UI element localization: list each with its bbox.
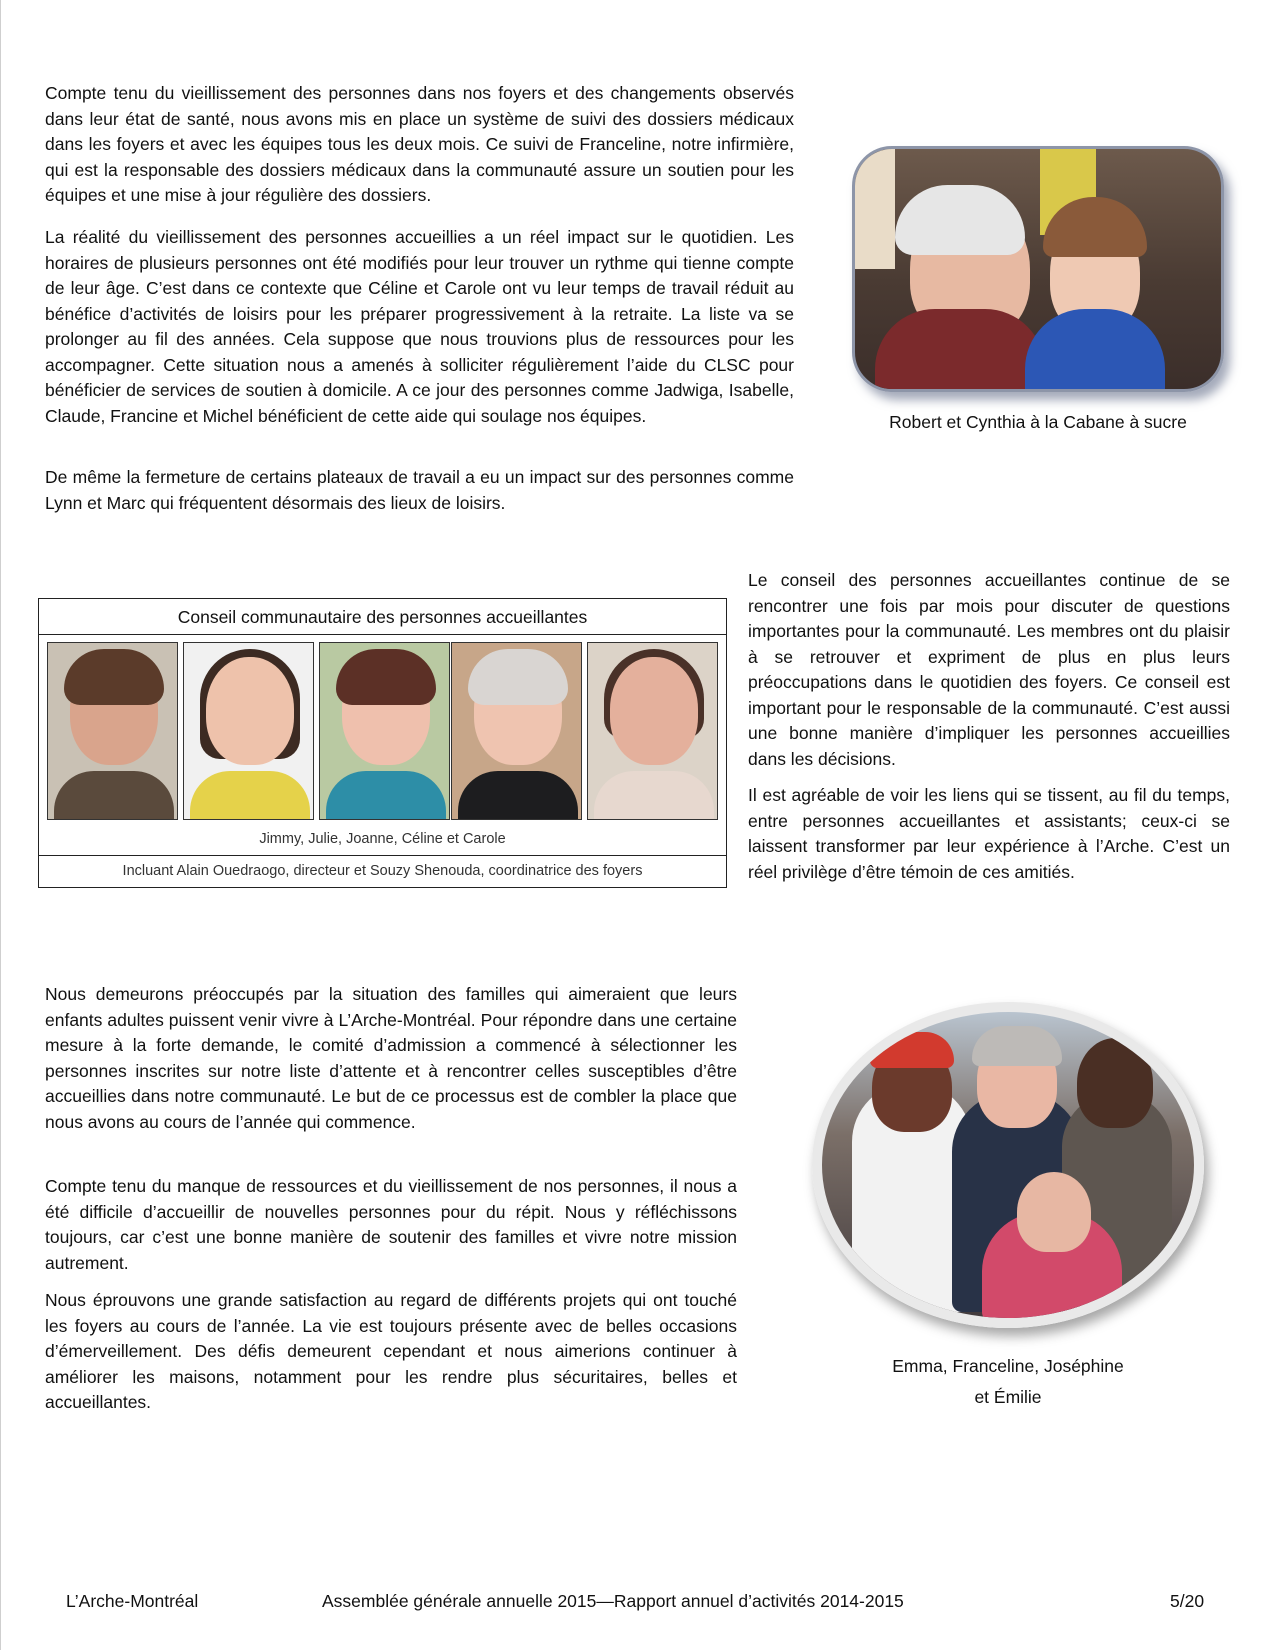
paragraph-aging-impact: La réalité du vieillissement des personnes accueillies a un réel impact sur le quotidien. Les horaires de plusieurs personnes ont été modifiés pour leur trouver un rythme qui tienne compte de leur âge. C’est dans ce contexte que Céline et Carole ont vu leur temps de travail réduit au bénéfice d’activités de loisirs pour les préparer progressivement à la retraite. La liste va se prolonger au fil des années. Cela suppose que nous trouvions plus de ressources pour les accompagner. Cette situation nous a amenés à solliciter régulièrement l’aide du CLSC pour bénéficier de services de soutien à domicile. A ce jour des personnes comme Jadwiga, Isabelle, Claude, Francine et Michel bénéficient de cette aide qui soulage nos équipes. <box>45 227 794 426</box>
photo-caption-robert-cynthia: Robert et Cynthia à la Cabane à sucre <box>889 412 1187 432</box>
council-names: Jimmy, Julie, Joanne, Céline et Carole <box>259 831 506 847</box>
paragraph-projects: Nous éprouvons une grande satisfaction au regard de différents projets qui ont touché les foyers au cours de l’année. La vie est toujours présente avec de belles occasions d’émerveillement. Des défis demeurent cependant et nous aimerions continuer à améliorer les maisons, notamment pour les rendre plus sécuritaires, belles et accueillantes. <box>45 1290 737 1412</box>
photo-caption-line1: Emma, Franceline, Joséphine <box>892 1356 1124 1376</box>
portrait-celine <box>451 642 582 820</box>
council-title: Conseil communautaire des personnes accueillantes <box>39 599 726 635</box>
paragraph-medical-followup: Compte tenu du vieillissement des personnes dans nos foyers et des changements observés dans leur état de santé, nous avons mis en place un système de suivi des dossiers médicaux dans les foyers et avec les équipes tous les deux mois. Ce suivi de Franceline, notre infirmière, qui est la responsable des dossiers médicaux dans la communauté assure un soutien pour les équipes et une mise à jour régulière des dossiers. <box>45 83 794 205</box>
paragraph-families: Nous demeurons préoccupés par la situation des familles qui aimeraient que leurs enfants adultes puissent venir vivre à L’Arche-Montréal. Pour répondre dans une certaine mesure à la forte demande, le comité d’admission a commencé à sélectionner les personnes inscrites sur notre liste d’attente et à rencontrer celles susceptibles d’être accueillies dans notre communauté. Le but de ce processus est de combler la place que nous avons au cours de l’année qui commence. <box>45 984 737 1132</box>
paragraph-workshop-closure: De même la fermeture de certains plateaux de travail a eu un impact sur des personnes comme Lynn et Marc qui fréquentent désormais des lieux de loisirs. <box>45 467 794 513</box>
portrait-joanne <box>319 642 450 820</box>
portrait-jimmy <box>47 642 178 820</box>
portrait-julie <box>183 642 314 820</box>
paragraph-council: Le conseil des personnes accueillantes continue de se rencontrer une fois par mois pour discuter de questions importantes pour la communauté. Les membres ont du plaisir à se retrouver et expriment de plus en plus leurs préoccupations dans le quotidien des foyers. Ce conseil est important pour le responsable de la communauté. C’est aussi une bonne manière d’impliquer les personnes accueillies dans les décisions. <box>748 570 1230 769</box>
photo-robert-cynthia <box>852 146 1224 392</box>
photo-emma-franceline-josephine-emilie <box>812 1002 1204 1328</box>
portrait-carole <box>587 642 718 820</box>
paragraph-respite: Compte tenu du manque de ressources et du vieillissement de nos personnes, il nous a été difficile d’accueillir de nouvelles personnes pour du répit. Nous y réfléchissons toujours, car c’est une bonne manière de soutenir des familles et vivre notre mission autrement. <box>45 1176 737 1273</box>
paragraph-friendships: Il est agréable de voir les liens qui se tissent, au fil du temps, entre personnes accueillantes et assistants; ceux-ci se laissent transformer par leur expérience à l’Arche. C’est un réel privilège d’être témoin de ces amitiés. <box>748 785 1230 882</box>
council-including: Incluant Alain Ouedraogo, directeur et Souzy Shenouda, coordinatrice des foyers <box>122 863 643 879</box>
page-edge <box>0 0 1 1650</box>
council-box <box>38 598 727 888</box>
footer-organization: L’Arche-Montréal <box>66 1591 199 1611</box>
footer-page-number: 5/20 <box>1170 1591 1205 1611</box>
photo-caption-line2: et Émilie <box>974 1387 1042 1407</box>
footer-report-title: Assemblée générale annuelle 2015—Rapport annuel d’activités 2014-2015 <box>322 1591 904 1611</box>
council-divider <box>39 855 726 856</box>
